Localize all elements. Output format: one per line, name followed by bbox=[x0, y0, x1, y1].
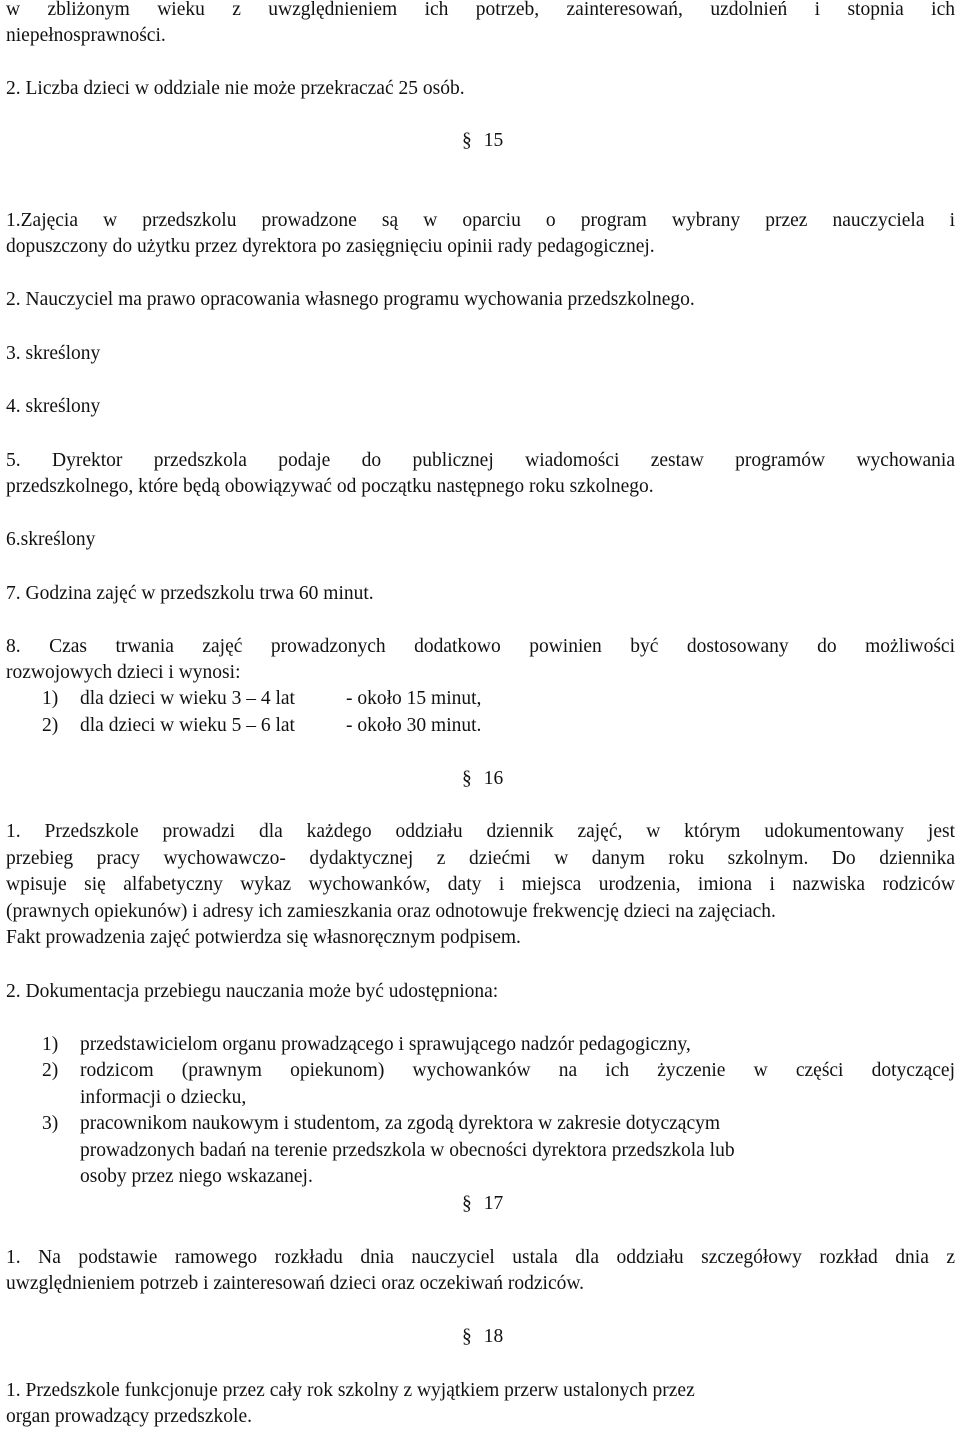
paragraph-line: 2. Dokumentacja przebiegu nauczania może być udostępniona: bbox=[6, 981, 499, 1002]
list-item-text: dla dzieci w wieku 5 – 6 lat bbox=[80, 715, 295, 736]
list-number: 2) bbox=[42, 715, 59, 736]
list-item-text: prowadzonych badań na terenie przedszkola w obecności dyrektora przedszkola lub bbox=[80, 1140, 735, 1161]
paragraph-line: przedszkolnego, które będą obowiązywać od początku następnego roku szkolnego. bbox=[6, 476, 654, 497]
section-heading-18 bbox=[462, 1324, 503, 1350]
paragraph-line: 1. Przedszkole funkcjonuje przez cały rok szkolny z wyjątkiem przerw ustalonych przez bbox=[6, 1380, 695, 1401]
list-item-text: osoby przez niego wskazanej. bbox=[80, 1166, 313, 1187]
section-number: 15 bbox=[483, 130, 504, 151]
list-item-text: przedstawicielom organu prowadzącego i sprawującego nadzór pedagogiczny, bbox=[80, 1034, 691, 1055]
list-number: 1) bbox=[42, 1034, 59, 1055]
paragraph-line: 2. Liczba dzieci w oddziale nie może przekraczać 25 osób. bbox=[6, 78, 465, 99]
section-number: 16 bbox=[483, 768, 504, 789]
section-heading-15 bbox=[462, 128, 503, 154]
paragraph-line: 1. Przedszkole prowadzi dla każdego oddziału dziennik zajęć, w którym udokumentowany jest bbox=[6, 821, 955, 842]
paragraph-line: dopuszczony do użytku przez dyrektora po zasięgnięciu opinii rady pedagogicznej. bbox=[6, 236, 655, 257]
section-number: 17 bbox=[483, 1193, 504, 1214]
paragraph-line: uwzględnieniem potrzeb i zainteresowań dzieci oraz oczekiwań rodziców. bbox=[6, 1273, 585, 1294]
list-number: 1) bbox=[42, 688, 59, 709]
paragraph-line: 1.Zajęcia w przedszkolu prowadzone są w oparciu o program wybrany przez nauczyciela i bbox=[6, 210, 955, 231]
paragraph-line: wpisuje się alfabetyczny wykaz wychowanków, daty i miejsca urodzenia, imiona i nazwiska rodziców bbox=[6, 874, 955, 895]
paragraph-line: Fakt prowadzenia zajęć potwierdza się własnoręcznym podpisem. bbox=[6, 927, 521, 948]
list-item-text: rodzicom (prawnym opiekunom) wychowanków na ich życzenie w części dotyczącej bbox=[80, 1060, 955, 1081]
paragraph-line: (prawnych opiekunów) i adresy ich zamieszkania oraz odnotowuje frekwencję dzieci na zajęciach. bbox=[6, 901, 776, 922]
paragraph-line: przebieg pracy wychowawczo- dydaktycznej z dziećmi w danym roku szkolnym. Do dziennika bbox=[6, 848, 955, 869]
paragraph-line: 2. Nauczyciel ma prawo opracowania własnego programu wychowania przedszkolnego. bbox=[6, 289, 695, 310]
section-heading-17 bbox=[462, 1191, 503, 1217]
section-symbol: § bbox=[462, 768, 472, 789]
section-heading-16 bbox=[462, 766, 503, 792]
section-symbol: § bbox=[462, 1326, 472, 1347]
paragraph-line: w zbliżonym wieku z uwzględnieniem ich potrzeb, zainteresowań, uzdolnień i stopnia ich bbox=[6, 0, 955, 20]
paragraph-line: 3. skreślony bbox=[6, 343, 101, 364]
paragraph-line: organ prowadzący przedszkole. bbox=[6, 1406, 252, 1427]
list-item-note: - około 15 minut, bbox=[346, 688, 482, 709]
list-number: 3) bbox=[42, 1113, 59, 1134]
paragraph-line: 6.skreślony bbox=[6, 529, 96, 550]
paragraph-line: rozwojowych dzieci i wynosi: bbox=[6, 662, 241, 683]
paragraph-line: 8. Czas trwania zajęć prowadzonych dodatkowo powinien być dostosowany do możliwości bbox=[6, 636, 955, 657]
section-symbol: § bbox=[462, 1193, 472, 1214]
section-symbol: § bbox=[462, 130, 472, 151]
list-item-text: informacji o dziecku, bbox=[80, 1087, 247, 1108]
paragraph-line: 4. skreślony bbox=[6, 396, 101, 417]
paragraph-line: 1. Na podstawie ramowego rozkładu dnia nauczyciel ustala dla oddziału szczegółowy rozkład dnia z bbox=[6, 1247, 955, 1268]
list-item-note: - około 30 minut. bbox=[346, 715, 482, 736]
paragraph-line: niepełnosprawności. bbox=[6, 25, 166, 46]
list-item-text: dla dzieci w wieku 3 – 4 lat bbox=[80, 688, 295, 709]
list-number: 2) bbox=[42, 1060, 59, 1081]
list-item-text: pracownikom naukowym i studentom, za zgodą dyrektora w zakresie dotyczącym bbox=[80, 1113, 721, 1134]
section-number: 18 bbox=[483, 1326, 504, 1347]
paragraph-line: 7. Godzina zajęć w przedszkolu trwa 60 minut. bbox=[6, 583, 374, 604]
paragraph-line: 5. Dyrektor przedszkola podaje do publicznej wiadomości zestaw programów wychowania bbox=[6, 450, 955, 471]
